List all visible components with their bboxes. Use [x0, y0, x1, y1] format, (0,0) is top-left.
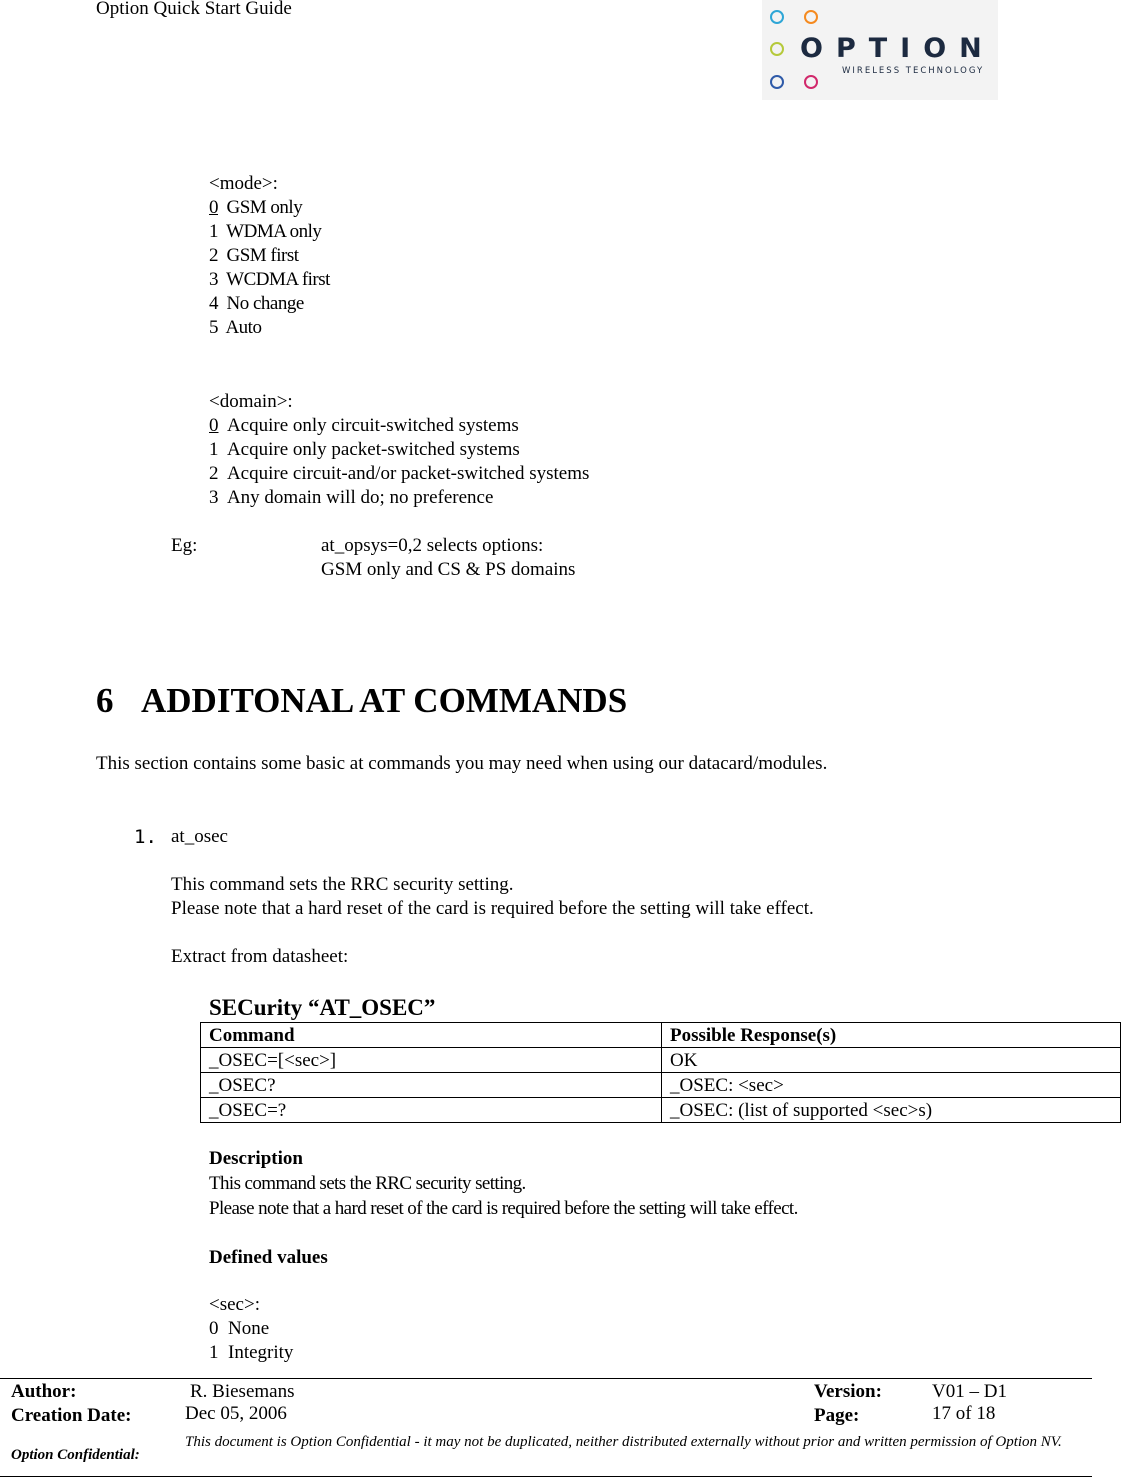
sec-item: 0 None	[209, 1318, 270, 1339]
footer-confidential-label: Option Confidential:	[11, 1447, 140, 1463]
sec-label: <sec>:	[209, 1294, 260, 1315]
command-note: Please note that a hard reset of the card is required before the setting will take effect.	[171, 898, 814, 919]
extract-label: Extract from datasheet:	[171, 946, 349, 967]
footer-page-value: 17 of 18	[932, 1403, 996, 1424]
logo-ring-icon	[804, 10, 818, 24]
command-name: at_osec	[171, 826, 228, 847]
domain-item: 3 Any domain will do; no preference	[209, 487, 494, 508]
section-intro: This section contains some basic at commands you may need when using our datacard/modules.	[96, 753, 828, 774]
logo-ring-icon	[804, 75, 818, 89]
footer-creation-value: Dec 05, 2006	[185, 1403, 287, 1424]
command-description: This command sets the RRC security setting.	[171, 874, 514, 895]
table-cell: _OSEC=[<sec>]	[201, 1048, 662, 1073]
table-header-row	[201, 1023, 1121, 1048]
footer-top-rule	[0, 1378, 1092, 1379]
logo-ring-icon	[770, 10, 784, 24]
list-marker: 1.	[134, 826, 157, 848]
mode-item: 2 GSM first	[209, 245, 299, 266]
mode-label: <mode>:	[209, 173, 278, 194]
logo-ring-icon	[770, 42, 784, 56]
table-row	[201, 1073, 1121, 1098]
section-heading: 6 ADDITONAL AT COMMANDS	[96, 681, 628, 720]
footer-confidential-text: This document is Option Confidential - it may not be duplicated, neither distributed externally without prior and written permission of Option NV.	[185, 1434, 1062, 1450]
domain-item: 2 Acquire circuit-and/or packet-switched systems	[209, 463, 590, 484]
table-row	[201, 1098, 1121, 1123]
footer-bottom-rule	[0, 1476, 1092, 1477]
description-text: Please note that a hard reset of the card is required before the setting will take effect.	[209, 1198, 798, 1219]
datasheet-title: SECurity “AT_OSEC”	[209, 995, 436, 1020]
table-header-cell: Possible Response(s)	[662, 1023, 1121, 1048]
footer-author-value: R. Biesemans	[190, 1381, 295, 1402]
mode-item: 5 Auto	[209, 317, 262, 338]
footer-version-label: Version:	[814, 1381, 882, 1402]
table-cell: _OSEC=?	[201, 1098, 662, 1123]
footer-page-label: Page:	[814, 1405, 860, 1426]
example-line: GSM only and CS & PS domains	[321, 559, 576, 580]
defined-values-heading: Defined values	[209, 1247, 328, 1268]
table-cell: OK	[662, 1048, 1121, 1073]
table-cell: _OSEC: (list of supported <sec>s)	[662, 1098, 1121, 1123]
table-cell: _OSEC: <sec>	[662, 1073, 1121, 1098]
logo-ring-icon	[770, 75, 784, 89]
mode-item: 3 WCDMA first	[209, 269, 330, 290]
domain-label: <domain>:	[209, 391, 293, 412]
logo-wordmark: OPTION	[800, 33, 995, 64]
example-line: at_opsys=0,2 selects options:	[321, 535, 544, 556]
table-cell: _OSEC?	[201, 1073, 662, 1098]
sec-item: 1 Integrity	[209, 1342, 294, 1363]
domain-item: 0 Acquire only circuit-switched systems	[209, 415, 519, 436]
table-header-cell: Command	[201, 1023, 662, 1048]
mode-item: 4 No change	[209, 293, 304, 314]
domain-item: 1 Acquire only packet-switched systems	[209, 439, 520, 460]
footer-creation-label: Creation Date:	[11, 1405, 132, 1426]
footer-version-value: V01 – D1	[932, 1381, 1007, 1402]
mode-item: 1 WDMA only	[209, 221, 322, 242]
mode-item: 0 GSM only	[209, 197, 303, 218]
logo-tagline: WIRELESS TECHNOLOGY	[842, 66, 985, 76]
command-table	[200, 1022, 1121, 1123]
example-label: Eg:	[171, 535, 198, 556]
table-row	[201, 1048, 1121, 1073]
footer-author-label: Author:	[11, 1381, 77, 1402]
document-title: Option Quick Start Guide	[96, 0, 292, 19]
description-heading: Description	[209, 1148, 303, 1169]
option-logo	[762, 0, 998, 100]
description-text: This command sets the RRC security setting.	[209, 1173, 526, 1194]
